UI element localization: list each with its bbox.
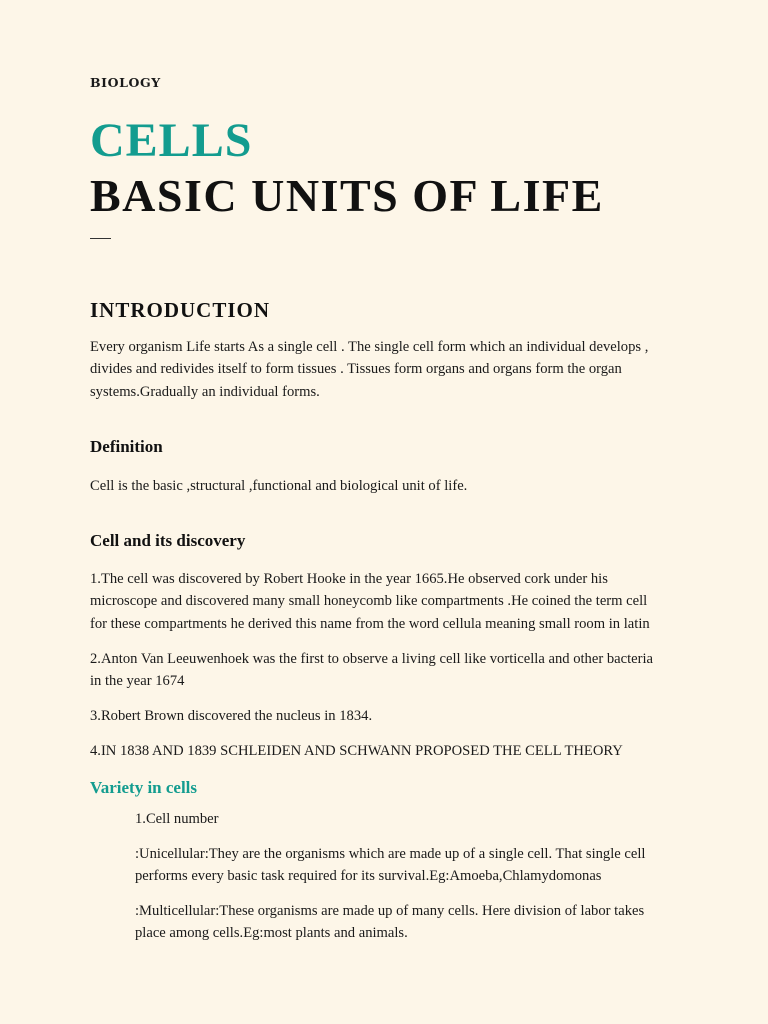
title-divider	[90, 238, 111, 239]
text-line: 4.IN 1838 AND 1839 SCHLEIDEN AND SCHWANN PROPOSED THE CELL THEORY	[90, 743, 623, 759]
introduction-paragraph	[90, 336, 688, 403]
text-line: place among cells.Eg:most plants and animals.	[135, 925, 408, 942]
definition-paragraph	[90, 475, 688, 497]
definition-heading: Definition	[90, 437, 163, 456]
text-line: 1.The cell was discovered by Robert Hooke in the year 1665.He observed cork under his	[90, 571, 608, 587]
subject-label: BIOLOGY	[90, 75, 161, 90]
discovery-point-2	[90, 648, 688, 693]
unicellular-paragraph	[135, 843, 688, 888]
title-accent: CELLS	[90, 114, 253, 167]
text-line: :Unicellular:They are the organisms which are made up of a single cell. That single cell	[135, 846, 646, 862]
introduction-heading: INTRODUCTION	[90, 298, 271, 322]
text-line: for these compartments he derived this name from the word cellula meaning small room in latin	[90, 615, 650, 632]
text-line: divides and redivides itself to form tissues . Tissues form organs and organs form the organ	[90, 361, 622, 378]
text-line: performs every basic task required for its survival.Eg:Amoeba,Chlamydomonas	[135, 868, 602, 885]
text-line: :Multicellular:These organisms are made up of many cells. Here division of labor takes	[135, 903, 645, 919]
discovery-heading: Cell and its discovery	[90, 531, 246, 550]
text-line: microscope and discovered many small honeycomb like compartments .He coined the term cell	[90, 593, 648, 610]
text-line: Every organism Life starts As a single cell . The single cell form which an individual develops ,	[90, 339, 649, 355]
discovery-point-4	[90, 740, 688, 762]
discovery-point-1	[90, 568, 688, 635]
variety-item-title	[135, 808, 688, 830]
discovery-point-3	[90, 705, 688, 727]
variety-heading: Variety in cells	[90, 778, 198, 797]
multicellular-paragraph	[135, 900, 688, 945]
text-line: in the year 1674	[90, 673, 185, 690]
page-title: BASIC UNITS OF LIFE	[90, 170, 604, 221]
text-line: 1.Cell number	[135, 811, 219, 827]
text-line: 2.Anton Van Leeuwenhoek was the first to observe a living cell like vorticella and other bacteria	[90, 651, 654, 667]
text-line: Cell is the basic ,structural ,functional and biological unit of life.	[90, 478, 468, 494]
text-line: systems.Gradually an individual forms.	[90, 383, 320, 400]
text-line: 3.Robert Brown discovered the nucleus in 1834.	[90, 708, 373, 724]
